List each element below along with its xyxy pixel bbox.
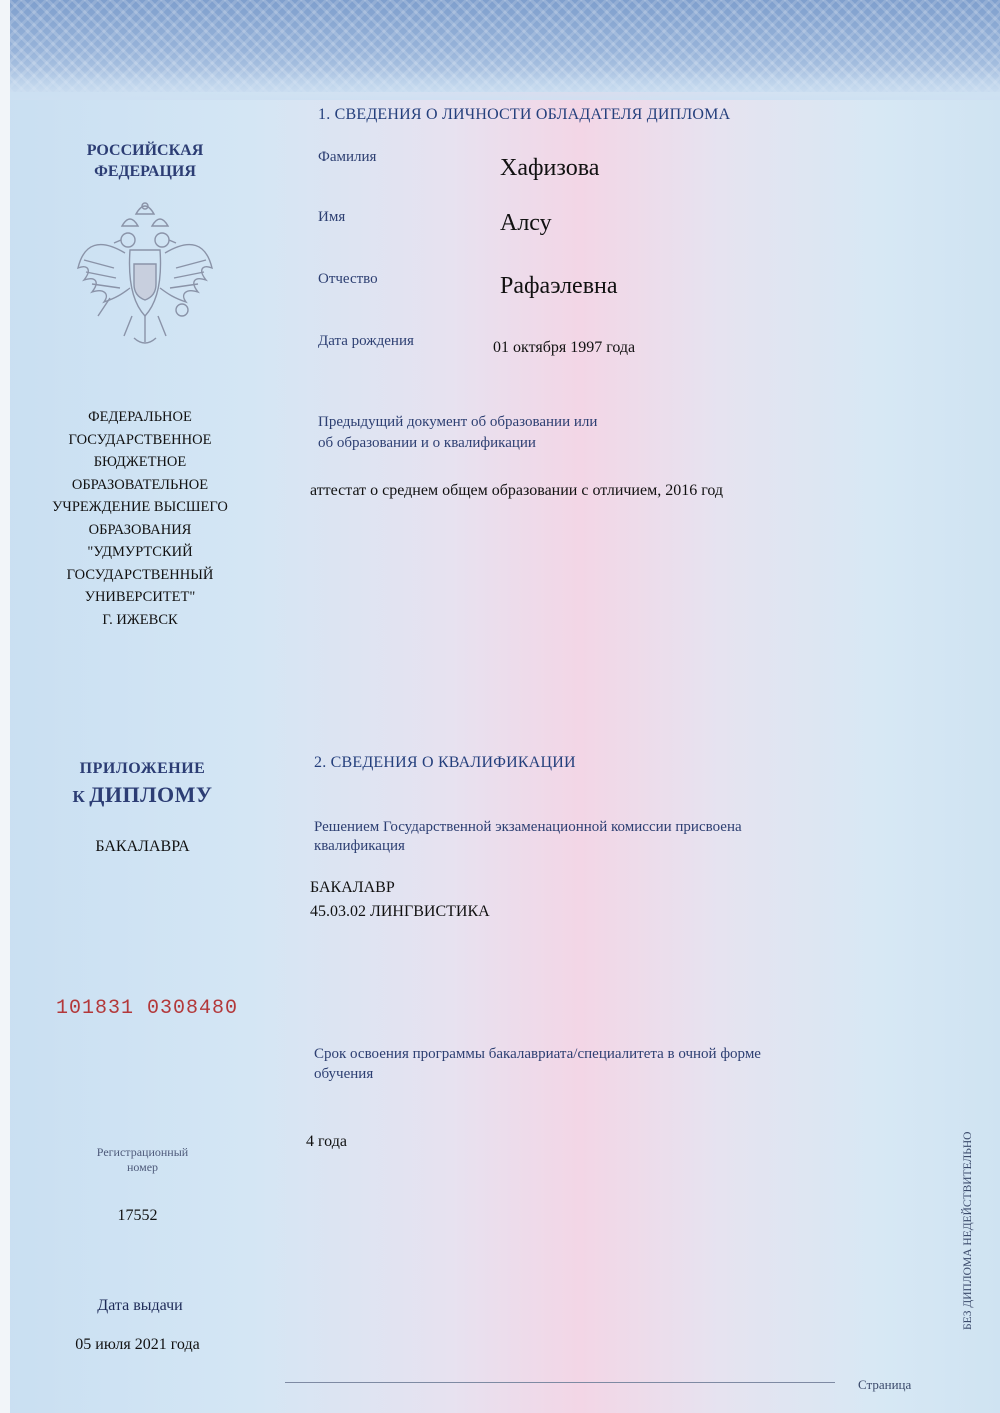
surname-label: Фамилия [318, 149, 377, 165]
org-line: ГОСУДАРСТВЕННЫЙ [66, 566, 214, 583]
duration-label-line-2: обучения [314, 1066, 374, 1082]
top-band-fade [10, 70, 1000, 100]
qualification-value [310, 876, 490, 924]
org-line: ФЕДЕРАЛЬНОЕ [88, 409, 192, 425]
appendix-line-1: ПРИЛОЖЕНИЕ [79, 760, 206, 777]
qualification-decision-label [314, 818, 742, 856]
prev-doc-label-line-2: об образовании и о квалификации [318, 435, 536, 451]
org-line: ГОСУДАРСТВЕННОЕ [68, 431, 212, 448]
reg-label-line-1: Регистрационный [96, 1145, 189, 1159]
org-line: Г. ИЖЕВСК [102, 611, 178, 628]
previous-document-label [318, 412, 597, 454]
degree-label: БАКАЛАВРА [95, 838, 190, 855]
name-label: Имя [318, 209, 346, 225]
appendix-title [50, 760, 235, 808]
birthdate-label: Дата рождения [318, 333, 414, 349]
org-line: ОБРАЗОВАТЕЛЬНОЕ [71, 476, 209, 493]
footer-line [285, 1382, 835, 1383]
registration-label [60, 1145, 225, 1175]
issue-date: 05 июля 2021 года [75, 1336, 200, 1353]
page-label: Страница [858, 1377, 912, 1392]
previous-document-value: аттестат о среднем общем образовании с отличием, 2016 год [310, 482, 724, 499]
appendix-prefix: К [72, 787, 86, 806]
appendix-line-2 [50, 782, 235, 808]
issue-date-label: Дата выдачи [97, 1297, 183, 1314]
qualification-line-1: БАКАЛАВР [310, 879, 395, 896]
serial-number: 101831 0308480 [56, 997, 239, 1020]
org-line: ОБРАЗОВАНИЯ [88, 521, 192, 538]
duration-label [314, 1044, 761, 1084]
appendix-word: ДИПЛОМУ [89, 782, 213, 807]
birthdate-value: 01 октября 1997 года [493, 339, 636, 356]
surname-value: Хафизова [500, 155, 600, 181]
org-line: УНИВЕРСИТЕТ" [84, 589, 196, 605]
country-line-1: РОССИЙСКАЯ [86, 142, 204, 159]
patronymic-value: Рафаэлевна [500, 273, 618, 299]
registration-number: 17552 [117, 1207, 158, 1224]
duration-value: 4 года [306, 1133, 347, 1150]
organization-name [45, 406, 235, 631]
section2-heading: 2. СВЕДЕНИЯ О КВАЛИФИКАЦИИ [314, 754, 576, 771]
country-name [60, 140, 230, 182]
decision-line-1: Решением Государственной экзаменационной комиссии присвоена [314, 819, 742, 835]
decision-line-2: квалификация [314, 838, 405, 854]
watermark-text: БЕЗ ДИПЛОМА НЕДЕЙСТВИТЕЛЬНО [962, 1131, 974, 1330]
qualification-line-2: 45.03.02 ЛИНГВИСТИКА [310, 903, 490, 920]
org-line: УЧРЕЖДЕНИЕ ВЫСШЕГО [52, 499, 228, 515]
section1-heading: 1. СВЕДЕНИЯ О ЛИЧНОСТИ ОБЛАДАТЕЛЯ ДИПЛОМА [318, 106, 731, 123]
duration-label-line-1: Срок освоения программы бакалавриата/специалитета в очной форме [314, 1046, 761, 1062]
reg-label-line-2: номер [126, 1160, 159, 1174]
org-line: "УДМУРТСКИЙ [87, 544, 193, 560]
page-left-edge [0, 0, 10, 1413]
country-line-2: ФЕДЕРАЦИЯ [94, 163, 196, 180]
patronymic-label: Отчество [318, 271, 378, 287]
russian-coat-of-arms-icon [70, 198, 220, 358]
org-line: БЮДЖЕТНОЕ [93, 454, 187, 470]
prev-doc-label-line-1: Предыдущий документ об образовании или [318, 414, 598, 430]
name-value: Алсу [500, 210, 552, 236]
